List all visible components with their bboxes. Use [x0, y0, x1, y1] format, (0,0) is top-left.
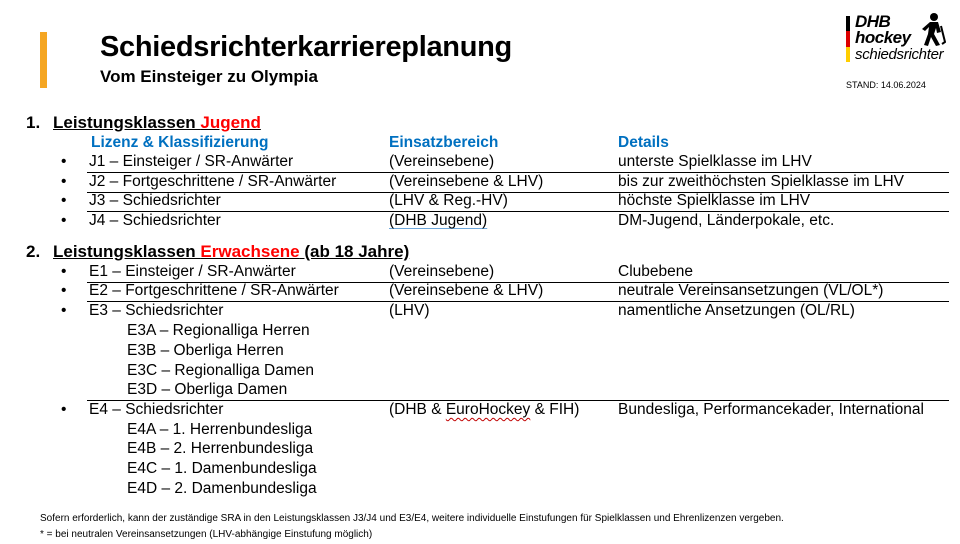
- hockey-player-icon: [916, 12, 946, 48]
- license-cell: E3 – Schiedsrichter: [89, 302, 224, 319]
- table-row-j1: [0, 153, 960, 173]
- details-cell: DM-Jugend, Länderpokale, etc.: [618, 212, 835, 229]
- table-row-e4: [0, 401, 960, 421]
- e3-sub-item: E3B – Oberliga Herren: [127, 342, 284, 359]
- section-1-title: [26, 113, 261, 133]
- bullet: •: [61, 192, 67, 209]
- details-cell: Bundesliga, Performancekader, International: [618, 401, 924, 418]
- details-cell: neutrale Vereinsansetzungen (VL/OL*): [618, 282, 884, 299]
- bullet: •: [61, 263, 67, 280]
- bullet: •: [61, 282, 67, 299]
- stand-date: STAND: 14.06.2024: [846, 80, 926, 90]
- german-flag-stripe: [846, 16, 850, 62]
- license-cell: E4 – Schiedsrichter: [89, 401, 224, 418]
- area-cell-prefix: (DHB &: [389, 401, 446, 418]
- license-cell: J4 – Schiedsrichter: [89, 212, 221, 229]
- e3-sub-item: E3C – Regionalliga Damen: [127, 362, 314, 379]
- page-subtitle: Vom Einsteiger zu Olympia: [100, 67, 318, 86]
- e4-sub-item: E4D – 2. Damenbundesliga: [127, 480, 317, 497]
- area-cell-eurohockey: EuroHockey: [445, 401, 531, 418]
- bullet: •: [61, 212, 67, 229]
- section-1-title-highlight: Jugend: [200, 113, 261, 132]
- table-row-j2: [0, 173, 960, 193]
- license-cell: J2 – Fortgeschrittene / SR-Anwärter: [89, 173, 337, 190]
- column-header-area: Einsatzbereich: [389, 134, 499, 151]
- column-header-license: Lizenz & Klassifizierung: [91, 134, 269, 151]
- table-row-j4: [0, 212, 960, 232]
- details-cell: namentliche Ansetzungen (OL/RL): [618, 302, 855, 319]
- area-cell: (Vereinsebene & LHV): [389, 173, 544, 190]
- table-row-e1: [0, 263, 960, 283]
- area-cell: [389, 401, 579, 419]
- section-2-number: 2.: [26, 242, 41, 261]
- details-cell: bis zur zweithöchsten Spielklasse im LHV: [618, 173, 905, 190]
- area-cell-suffix: & FIH): [530, 401, 580, 418]
- e4-sub-item: E4B – 2. Herrenbundesliga: [127, 440, 314, 457]
- e3-sub-item: E3A – Regionalliga Herren: [127, 322, 310, 339]
- area-cell: (Vereinsebene & LHV): [389, 282, 544, 299]
- logo-text-dhb: DHB: [855, 12, 891, 31]
- area-cell: (DHB Jugend): [389, 212, 488, 229]
- license-cell: J1 – Einsteiger / SR-Anwärter: [89, 153, 294, 170]
- license-cell: J3 – Schiedsrichter: [89, 192, 221, 209]
- accent-bar: [40, 32, 47, 88]
- table-row-e3: [0, 302, 960, 322]
- section-2-title: [26, 242, 409, 262]
- column-header-details: Details: [618, 134, 669, 151]
- section-1-title-text: Leistungsklassen: [53, 113, 201, 132]
- table-row-j3: [0, 192, 960, 212]
- dhb-hockey-schiedsrichter-logo: [846, 12, 950, 68]
- logo-text-schiedsrichter: schiedsrichter: [855, 46, 944, 63]
- section-2-title-text: Leistungsklassen: [53, 242, 201, 261]
- footnote-sra: Sofern erforderlich, kann der zuständige SRA in den Leistungsklassen J3/J4 und E3/E4, weitere individuelle Einstufungen für Spielklassen und Ehrenlizenzen vergeben.: [40, 513, 784, 524]
- logo-text-hockey: hockey: [855, 28, 911, 47]
- e3-sub-item: E3D – Oberliga Damen: [127, 381, 288, 398]
- section-2-title-suffix: (ab 18 Jahre): [299, 242, 410, 261]
- page-title: Schiedsrichterkarriereplanung: [100, 31, 512, 63]
- bullet: •: [61, 153, 67, 170]
- area-cell: (Vereinsebene): [389, 153, 495, 170]
- area-cell: (LHV): [389, 302, 430, 319]
- license-cell: E2 – Fortgeschrittene / SR-Anwärter: [89, 282, 339, 299]
- e4-sub-item: E4A – 1. Herrenbundesliga: [127, 421, 313, 438]
- details-cell: höchste Spielklasse im LHV: [618, 192, 811, 209]
- bullet: •: [61, 302, 67, 319]
- bullet: •: [61, 173, 67, 190]
- bullet: •: [61, 401, 67, 418]
- details-cell: unterste Spielklasse im LHV: [618, 153, 812, 170]
- area-cell: (Vereinsebene): [389, 263, 495, 280]
- e4-sub-item: E4C – 1. Damenbundesliga: [127, 460, 317, 477]
- footnote-asterisk: * = bei neutralen Vereinsansetzungen (LHV-abhängige Einstufung möglich): [40, 529, 373, 540]
- section-1-number: 1.: [26, 113, 41, 132]
- section-2-title-highlight: Erwachsene: [200, 242, 300, 261]
- area-cell: (LHV & Reg.-HV): [389, 192, 508, 209]
- details-cell: Clubebene: [618, 263, 693, 280]
- table-row-e2: [0, 282, 960, 302]
- license-cell: E1 – Einsteiger / SR-Anwärter: [89, 263, 296, 280]
